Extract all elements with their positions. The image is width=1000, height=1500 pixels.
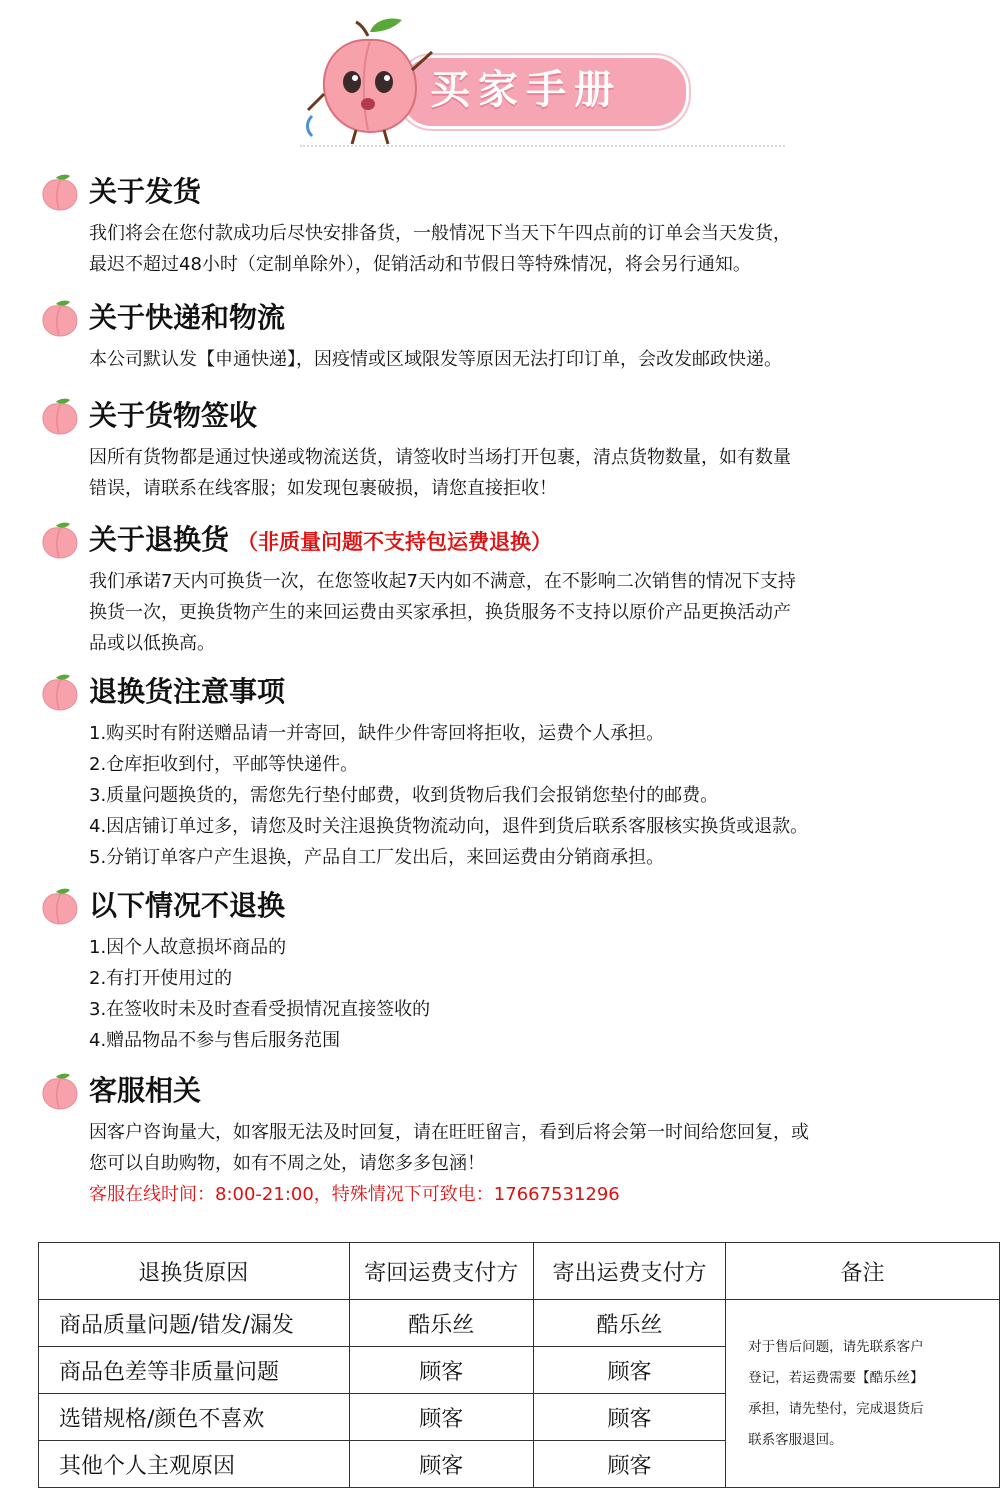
- note-line: 联系客服退回。: [748, 1431, 843, 1448]
- header-cell: 寄出运费支付方: [533, 1243, 725, 1300]
- section-text: 我们承诺7天内可换货一次，在您签收起7天内如不满意，在不影响二次销售的情况下支持: [89, 571, 796, 592]
- section-title-text: 关于退换货: [89, 523, 230, 556]
- section-customer-service: [40, 1071, 960, 1210]
- list-item: 5.分销订单客户产生退换，产品自工厂发出后，来回运费由分销商承担。: [89, 847, 665, 868]
- list-item: 3.在签收时未及时查看受损情况直接签收的: [89, 999, 431, 1020]
- table-cell: 酷乐丝: [349, 1300, 533, 1347]
- section-returns: [40, 520, 960, 659]
- section-text: 我们将会在您付款成功后尽快安排备货，一般情况下当天下午四点前的订单会当天发货，: [89, 223, 791, 244]
- table-cell: 顾客: [349, 1347, 533, 1394]
- peach-icon: [40, 172, 80, 212]
- return-warning: （非质量问题不支持包运费退换）: [237, 530, 553, 554]
- peach-icon: [40, 396, 80, 436]
- list-item: 4.赠品物品不参与售后服务范围: [89, 1030, 341, 1051]
- table-cell: 顾客: [533, 1441, 725, 1488]
- note-line: 承担，请先垫付，完成退货后: [748, 1400, 924, 1417]
- list-item: 2.有打开使用过的: [89, 968, 233, 989]
- list-item: 4.因店铺订单过多，请您及时关注退换货物流动向，退件到货后联系客服核实换货或退款。: [89, 816, 809, 837]
- peach-icon: [40, 298, 80, 338]
- peach-icon: [40, 672, 80, 712]
- note-line: 登记，若运费需要【酷乐丝】: [748, 1369, 924, 1386]
- list-item: 1.因个人故意损坏商品的: [89, 937, 287, 958]
- section-text: 换货一次，更换货物产生的来回运费由买家承担，换货服务不支持以原价产品更换活动产: [89, 602, 791, 623]
- section-title: [89, 520, 552, 562]
- section-text: 错误，请联系在线客服；如发现包裹破损，请您直接拒收！: [89, 478, 557, 499]
- section-title: 退换货注意事项: [89, 675, 286, 708]
- table-cell: 顾客: [349, 1394, 533, 1441]
- list-item: 1.购买时有附送赠品请一并寄回，缺件少件寄回将拒收，运费个人承担。: [89, 723, 665, 744]
- header: [0, 0, 1000, 160]
- note-line: 对于售后问题，请先联系客户: [748, 1338, 924, 1355]
- peach-icon: [40, 1071, 80, 1111]
- table-cell: 其他个人主观原因: [39, 1441, 350, 1488]
- list-item: 3.质量问题换货的，需您先行垫付邮费，收到货物后我们会报销您垫付的邮费。: [89, 785, 719, 806]
- service-hours: 客服在线时间：8:00-21:00，特殊情况下可致电：17667531296: [89, 1184, 620, 1205]
- list-item: 2.仓库拒收到付，平邮等快递件。: [89, 754, 359, 775]
- section-text: 本公司默认发【申通快递】，因疫情或区域限发等原因无法打印订单，会改发邮政快递。: [89, 349, 782, 370]
- header-cell: 备注: [726, 1243, 1000, 1300]
- header-divider: [300, 145, 785, 147]
- header-cell: 退换货原因: [39, 1243, 350, 1300]
- section-text: 因所有货物都是通过快递或物流送货，请签收时当场打开包裹，清点货物数量，如有数量: [89, 447, 791, 468]
- table-row: [39, 1300, 1000, 1347]
- return-policy-table: [38, 1242, 1000, 1488]
- table-cell: 商品质量问题/错发/漏发: [39, 1300, 350, 1347]
- section-return-notes: [40, 672, 960, 873]
- section-title: 关于快递和物流: [89, 301, 286, 334]
- section-title: 关于货物签收: [89, 399, 258, 432]
- peach-icon: [40, 886, 80, 926]
- peach-mascot-icon: [300, 10, 440, 150]
- table-cell: 顾客: [533, 1394, 725, 1441]
- section-title: 关于发货: [89, 175, 202, 208]
- header-cell: 寄回运费支付方: [349, 1243, 533, 1300]
- section-express: [40, 298, 960, 375]
- section-title: 客服相关: [89, 1074, 202, 1107]
- table-cell: 酷乐丝: [533, 1300, 725, 1347]
- table-cell: 商品色差等非质量问题: [39, 1347, 350, 1394]
- section-text: 品或以低换高。: [89, 633, 215, 654]
- table-header-row: [39, 1243, 1000, 1300]
- table-cell: 顾客: [533, 1347, 725, 1394]
- table-cell: 选错规格/颜色不喜欢: [39, 1394, 350, 1441]
- section-text: 因客户咨询量大，如客服无法及时回复，请在旺旺留言，看到后将会第一时间给您回复，或: [89, 1122, 809, 1143]
- peach-icon: [40, 520, 80, 560]
- note-cell: [726, 1300, 1000, 1488]
- section-receipt: [40, 396, 960, 504]
- section-text: 最迟不超过48小时（定制单除外），促销活动和节假日等特殊情况，将会另行通知。: [89, 254, 751, 275]
- section-title: 以下情况不退换: [89, 889, 286, 922]
- table-cell: 顾客: [349, 1441, 533, 1488]
- section-text: 您可以自助购物，如有不周之处，请您多多包涵！: [89, 1153, 485, 1174]
- section-no-return: [40, 886, 960, 1056]
- section-shipping: [40, 172, 960, 280]
- page-title: 买家手册: [430, 67, 622, 113]
